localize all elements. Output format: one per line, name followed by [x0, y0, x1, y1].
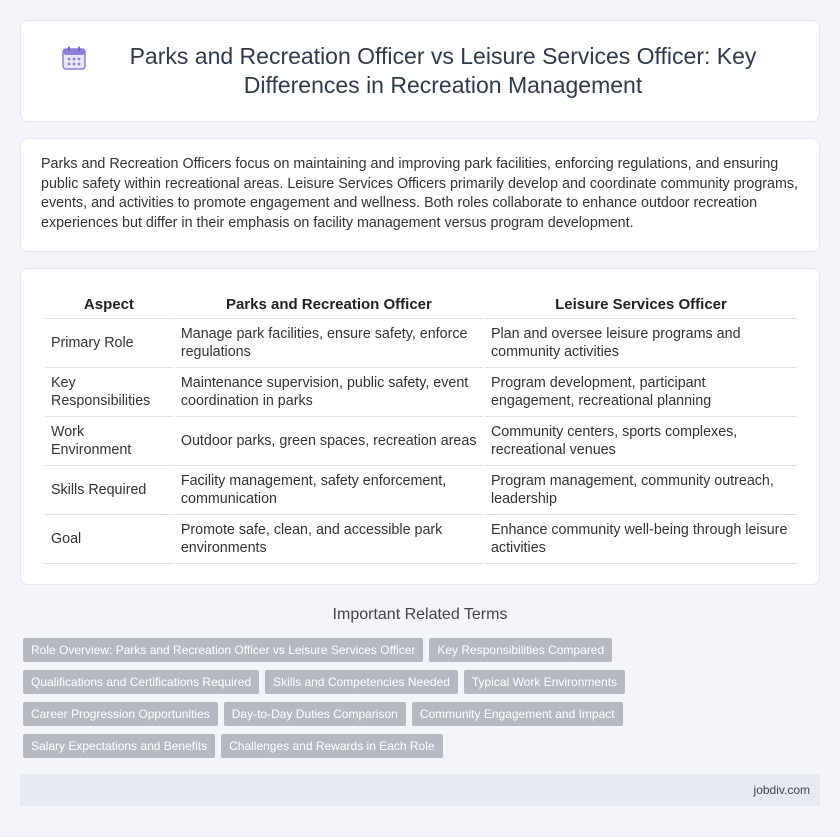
row-aspect: Key Responsibilities [45, 368, 173, 417]
row-leisure-value: Enhance community well-being through leisure activities [485, 515, 797, 564]
row-leisure-value: Program development, participant engagement, recreational planning [485, 368, 797, 417]
row-leisure-value: Plan and oversee leisure programs and community activities [485, 319, 797, 368]
row-aspect: Skills Required [45, 466, 173, 515]
table-row [45, 417, 797, 466]
header-aspect: Aspect [45, 291, 173, 319]
row-aspect: Primary Role [45, 319, 173, 368]
related-term-tag[interactable]: Career Progression Opportunities [23, 702, 218, 726]
row-parks-value: Facility management, safety enforcement, communication [175, 466, 483, 515]
footer-site-link[interactable]: jobdiv.com [753, 783, 810, 797]
row-aspect: Goal [45, 515, 173, 564]
related-term-tag[interactable]: Role Overview: Parks and Recreation Officer vs Leisure Services Officer [23, 638, 423, 662]
row-parks-value: Outdoor parks, green spaces, recreation areas [175, 417, 483, 466]
related-term-tag[interactable]: Key Responsibilities Compared [429, 638, 612, 662]
related-term-tag[interactable]: Day-to-Day Duties Comparison [224, 702, 406, 726]
related-terms-list [23, 638, 823, 766]
table-row [45, 319, 797, 368]
table-header-row [45, 291, 797, 319]
header-parks-officer: Parks and Recreation Officer [175, 291, 483, 319]
row-parks-value: Promote safe, clean, and accessible park environments [175, 515, 483, 564]
comparison-table-card [20, 268, 820, 585]
row-parks-value: Manage park facilities, ensure safety, enforce regulations [175, 319, 483, 368]
row-leisure-value: Program management, community outreach, leadership [485, 466, 797, 515]
summary-text: Parks and Recreation Officers focus on maintaining and improving park facilities, enforcing regulations, and ensuring public safety within recreational areas. Leisure Services Officers primarily develop and coordinate community programs, events, and activities to promote engagement and wellness. Both roles collaborate to enhance outdoor recreation experiences but differ in their emphasis on facility management versus program development. [41, 156, 799, 231]
table-row [45, 466, 797, 515]
related-term-tag[interactable]: Typical Work Environments [464, 670, 625, 694]
calendar-icon [61, 45, 87, 71]
related-term-tag[interactable]: Community Engagement and Impact [412, 702, 623, 726]
page-title: Parks and Recreation Officer vs Leisure Services Officer: Key Differences in Recreation Management [129, 43, 757, 98]
header-leisure-officer: Leisure Services Officer [485, 291, 797, 319]
header-card [20, 20, 820, 122]
table-row [45, 368, 797, 417]
related-term-tag[interactable]: Skills and Competencies Needed [265, 670, 458, 694]
row-parks-value: Maintenance supervision, public safety, event coordination in parks [175, 368, 483, 417]
row-leisure-value: Community centers, sports complexes, recreational venues [485, 417, 797, 466]
related-term-tag[interactable]: Qualifications and Certifications Required [23, 670, 259, 694]
comparison-table [43, 291, 799, 564]
table-row [45, 515, 797, 564]
related-term-tag[interactable]: Salary Expectations and Benefits [23, 734, 215, 758]
summary-card [20, 138, 820, 252]
related-terms-title: Important Related Terms [332, 606, 508, 623]
related-term-tag[interactable]: Challenges and Rewards in Each Role [221, 734, 442, 758]
footer-bar [20, 774, 820, 806]
row-aspect: Work Environment [45, 417, 173, 466]
